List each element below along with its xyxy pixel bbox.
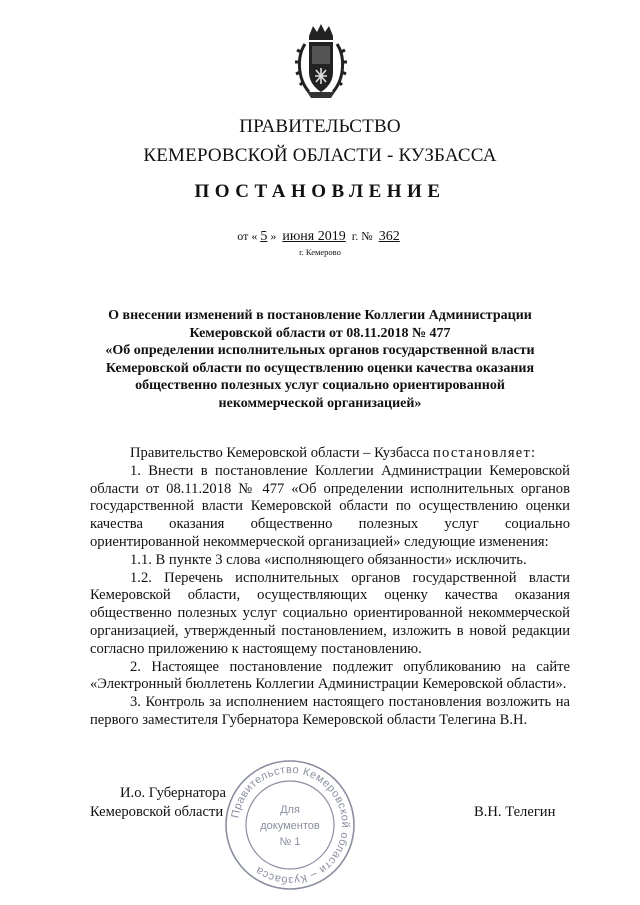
coat-of-arms-icon bbox=[295, 22, 347, 102]
paragraph-1-2: 1.2. Перечень исполнительных органов государственной власти Кемеровской области, осуществляющих оценку качества оказания общественно полезных услуг социально ориентированной некоммерческой организацией, утвержденный постановлением, изложить в новой редакции согласно приложению к настоящему постановлению. bbox=[90, 569, 570, 657]
date-number-line bbox=[0, 229, 640, 245]
government-name-line2: КЕМЕРОВСКОЙ ОБЛАСТИ - КУЗБАССА bbox=[143, 145, 497, 166]
title-line: «Об определении исполнительных органов государственной власти bbox=[105, 343, 535, 358]
title-line: общественно полезных услуг социально ориентированной bbox=[135, 378, 505, 393]
position-line1: И.о. Губернатора bbox=[120, 785, 226, 801]
title-line: некоммерческой организацией» bbox=[218, 395, 422, 411]
city-line: г. Кемерово bbox=[299, 247, 341, 257]
date-year-suffix: г. № bbox=[351, 229, 373, 243]
paragraph-1-1: 1.1. В пункте 3 слова «исполняющего обязанности» исключить. bbox=[130, 551, 527, 568]
position-line2: Кемеровской области bbox=[90, 804, 224, 820]
signatory-position bbox=[90, 784, 226, 822]
stamp-ring-text: Правительство Кемеровской области – Кузбасса bbox=[229, 763, 352, 887]
intro-text: Правительство Кемеровской области – Кузбасса bbox=[130, 445, 433, 461]
stamp-center-line3: № 1 bbox=[279, 836, 301, 848]
stamp-center-line2: документов bbox=[260, 820, 320, 832]
date-prefix: от « bbox=[237, 229, 258, 243]
official-stamp bbox=[222, 757, 358, 893]
title-line: О внесении изменений в постановление Коллегии Администрации bbox=[108, 308, 532, 323]
intro-paragraph bbox=[90, 445, 570, 463]
intro-verb: постановляет: bbox=[432, 445, 537, 461]
document-type-heading: ПОСТАНОВЛЕНИЕ bbox=[194, 181, 446, 202]
document-number: 362 bbox=[378, 229, 400, 244]
signatory-name: В.Н. Телегин bbox=[474, 804, 556, 820]
paragraph-2: 2. Настоящее постановление подлежит опубликованию на сайте «Электронный бюллетень Коллегии Администрации Кемеровской области». bbox=[90, 658, 570, 693]
title-line: Кемеровской области от 08.11.2018 № 477 bbox=[189, 325, 451, 341]
date-mid: » bbox=[270, 229, 277, 243]
government-name-line1: ПРАВИТЕЛЬСТВО bbox=[239, 116, 401, 137]
stamp-center-line1: Для bbox=[280, 804, 300, 816]
date-day: 5 bbox=[260, 229, 268, 244]
document-title bbox=[60, 307, 580, 412]
document-body bbox=[90, 445, 570, 730]
title-line: Кемеровской области по осуществлению оценки качества оказания bbox=[105, 360, 535, 376]
paragraph-3: 3. Контроль за исполнением настоящего постановления возложить на первого заместителя Губернатора Кемеровской области Телегина В.Н. bbox=[90, 694, 570, 728]
paragraph-1: 1. Внести в постановление Коллегии Администрации Кемеровской области от 08.11.2018 № 477 «Об определении исполнительных органов государственной власти Кемеровской области по осуществлению оценки качества оказания общественно полезных услуг социально ориентированной некоммерческой организацией» следующие изменения: bbox=[90, 462, 570, 550]
date-month-year: июня 2019 bbox=[282, 229, 346, 244]
